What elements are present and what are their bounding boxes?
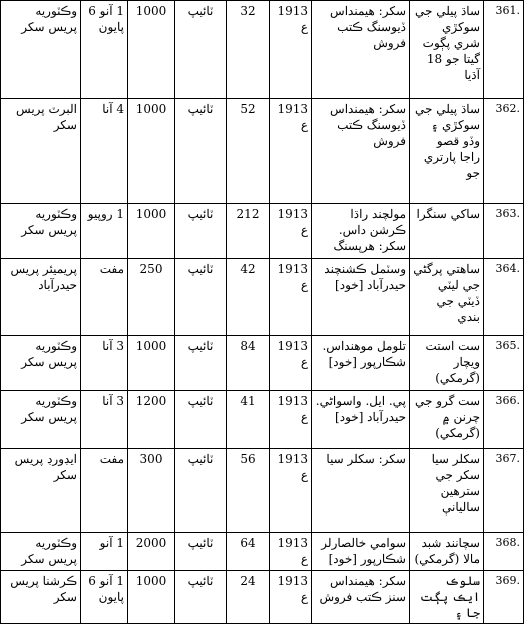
pages-cell: 212 [227,204,270,259]
print-type-cell: ٽائيپ [175,204,227,259]
pages-cell: 24 [227,571,270,624]
title-cell: ست گرو جي چرنن ۾ (گرمکي) [410,391,484,449]
publisher-cell: سکر: سکلر سيا [312,449,410,533]
year-cell: 1913 ع [270,533,312,571]
year-cell: 1913 ع [270,391,312,449]
price-cell: مفت [81,449,128,533]
title-cell: ساکي سنگرا [410,204,484,259]
print-type-cell: ٽائيپ [175,533,227,571]
year-cell: 1913 ع [270,1,312,99]
index-cell: 366. [484,391,524,449]
press-cell: پريميئر پريس حيدرآباد [1,259,81,336]
copies-cell: 1000 [128,204,175,259]
copies-cell: 2000 [128,533,175,571]
publisher-cell: سکر: هيمنداس ڏيوسنگ ڪتب فروش [312,99,410,204]
table-row [1,99,524,204]
publisher-cell: وسٽمل ڪشنچند حيدرآباد [خود] [312,259,410,336]
copies-cell: 300 [128,449,175,533]
pages-cell: 84 [227,336,270,391]
publisher-cell: سکر: هيمنداس ڏيوسنگ ڪتب فروش [312,1,410,99]
year-cell: 1913 ع [270,259,312,336]
table-row [1,449,524,533]
price-cell: 1 روپيو [81,204,128,259]
title-cell: سچانند شبد مالا (گرمکي) [410,533,484,571]
table-row [1,533,524,571]
year-cell: 1913 ع [270,99,312,204]
copies-cell: 1000 [128,1,175,99]
title-cell: ساهتي پرگڻي جي ليٽي ڏيٽي جي بندي [410,259,484,336]
copies-cell: 1000 [128,336,175,391]
year-cell: 1913 ع [270,204,312,259]
year-cell: 1913 ع [270,336,312,391]
print-type-cell: ٽائيپ [175,1,227,99]
price-cell: 3 آنا [81,336,128,391]
index-cell: 368. [484,533,524,571]
copies-cell: 1000 [128,571,175,624]
print-type-cell: ٽائيپ [175,99,227,204]
index-cell: 362. [484,99,524,204]
table-row [1,1,524,99]
publisher-cell: سکر: هيمنداس سنز ڪتب فروش [312,571,410,624]
pages-cell: 32 [227,1,270,99]
press-cell: وڪٽوريه پريس سکر [1,1,81,99]
title-cell: ساڌ پيلي جي سوکڙي شري پڳوت گيتا جو 18 آڌيا [410,1,484,99]
index-cell: 369. [484,571,524,624]
print-type-cell: ٽائيپ [175,571,227,624]
copies-cell: 1000 [128,99,175,204]
index-cell: 363. [484,204,524,259]
year-cell: 1913 ع [270,571,312,624]
price-cell: 4 آنا [81,99,128,204]
table-row [1,336,524,391]
title-cell: ست استت ويچار (گرمکي) [410,336,484,391]
press-cell: وڪٽوريه پريس سکر [1,204,81,259]
pages-cell: 64 [227,533,270,571]
index-cell: 364. [484,259,524,336]
price-cell: 1 آنو 6 پايون [81,571,128,624]
index-cell: 367. [484,449,524,533]
copies-cell: 250 [128,259,175,336]
print-type-cell: ٽائيپ [175,259,227,336]
table-row [1,259,524,336]
price-cell: 1 آنو 6 پايون [81,1,128,99]
table-row [1,391,524,449]
press-cell: ڪرشنا پريس سکر [1,571,81,624]
print-type-cell: ٽائيپ [175,449,227,533]
press-cell: وڪٽوريه پريس سکر [1,533,81,571]
publisher-cell: مولچند راڌا ڪرشن داس. سکر: هرپسنگ [312,204,410,259]
print-type-cell: ٽائيپ [175,336,227,391]
table-row [1,571,524,624]
index-cell: 361. [484,1,524,99]
press-cell: ايڊورڊ پريس سکر [1,449,81,533]
pages-cell: 56 [227,449,270,533]
title-cell: ساڌ پيلي جي سوکڙي ۽ وڏو قصو راجا پارتري جو [410,99,484,204]
index-cell: 365. [484,336,524,391]
title-cell: سکلر سيا سکر جي سترهين ساليانې [410,449,484,533]
publisher-cell: پي. ايل. واسواڻي. حيدرآباد [خود] [312,391,410,449]
title-cell: سلوڪ ايڪ پڳت جا ۽ [410,571,484,624]
pages-cell: 42 [227,259,270,336]
copies-cell: 1200 [128,391,175,449]
year-cell: 1913 ع [270,449,312,533]
press-cell: وڪٽوريه پريس سکر [1,336,81,391]
table-row [1,204,524,259]
pages-cell: 41 [227,391,270,449]
pages-cell: 52 [227,99,270,204]
print-type-cell: ٽائيپ [175,391,227,449]
price-cell: مفت [81,259,128,336]
press-cell: البرٽ پريس سکر [1,99,81,204]
press-cell: وڪٽوريه پريس سکر [1,391,81,449]
price-cell: 1 آنو [81,533,128,571]
publisher-cell: سوامي خالصارلر شڪارپور [خود] [312,533,410,571]
price-cell: 3 آنا [81,391,128,449]
publisher-cell: تلومل موهنداس. شڪارپور [خود] [312,336,410,391]
